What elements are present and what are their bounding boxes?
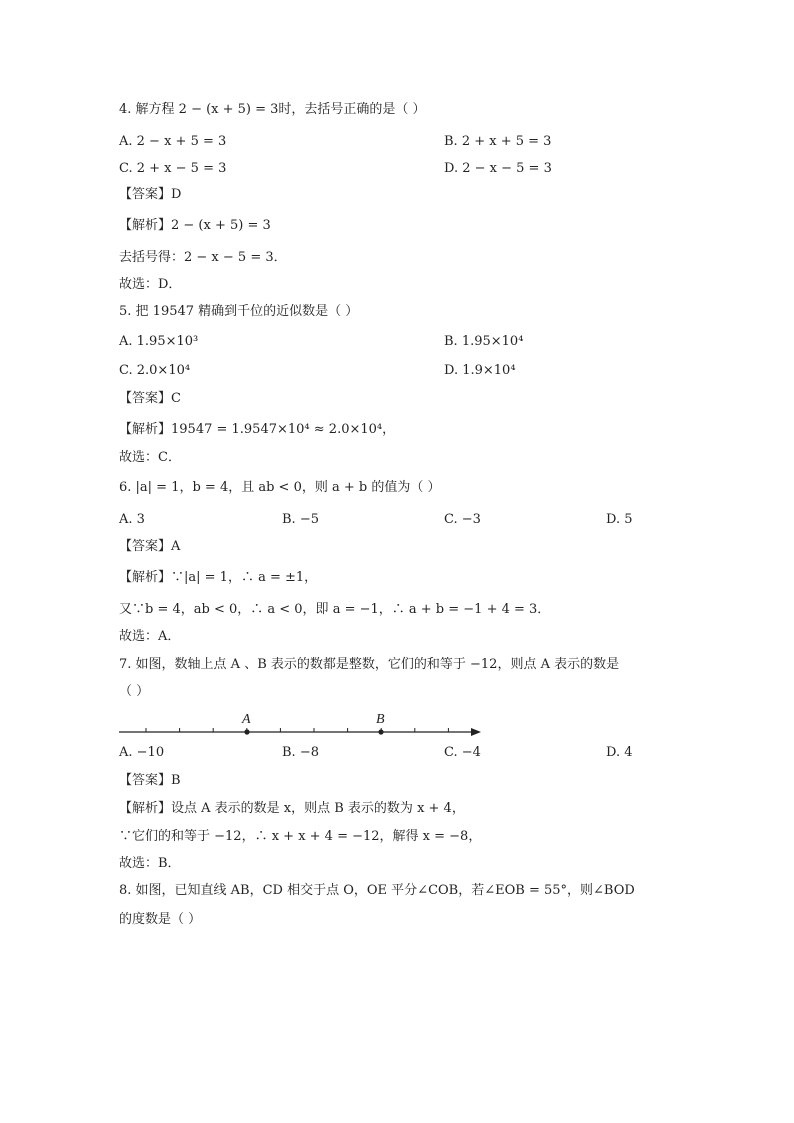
point-a-dot — [244, 729, 249, 734]
q7-stem: 7. 如图，数轴上点 A 、B 表示的数都是整数，它们的和等于 −12，则点 A 表示的数是 — [119, 657, 620, 672]
q7-conclusion: 故选：B． — [119, 856, 181, 871]
point-b-dot — [378, 729, 383, 734]
number-line-svg — [119, 708, 489, 748]
q6-option-a: A. 3 — [119, 512, 145, 527]
q5-option-b: B. 1.95×10⁴ — [444, 334, 524, 349]
q4-conclusion: 故选：D． — [119, 277, 182, 292]
q8-stem-cont: 的度数是（ ） — [119, 912, 202, 927]
q5-option-c: C. 2.0×10⁴ — [119, 363, 191, 378]
q7-option-a: A. −10 — [119, 745, 165, 760]
q4-answer: 【答案】D — [119, 187, 182, 202]
q7-option-b: B. −8 — [282, 745, 319, 760]
q6-analysis: 【解析】∵|a| = 1，∴ a = ±1， — [119, 570, 318, 585]
q4-option-c: C. 2 + x − 5 = 3 — [119, 161, 227, 176]
q4-analysis: 【解析】2 − (x + 5) = 3 — [119, 218, 271, 233]
q7-analysis: 【解析】设点 A 表示的数是 x，则点 B 表示的数为 x + 4， — [119, 801, 465, 816]
q5-conclusion: 故选：C． — [119, 450, 181, 465]
point-b-label: B — [376, 712, 385, 727]
q5-option-d: D. 1.9×10⁴ — [444, 363, 516, 378]
q6-answer: 【答案】A — [119, 539, 181, 554]
q7-option-d: D. 4 — [606, 745, 633, 760]
q7-answer: 【答案】B — [119, 773, 181, 788]
q6-option-d: D. 5 — [606, 512, 633, 527]
point-a-label: A — [242, 712, 251, 727]
q4-step: 去括号得：2 − x − 5 = 3． — [119, 250, 287, 265]
q5-analysis: 【解析】19547 = 1.9547×10⁴ ≈ 2.0×10⁴， — [119, 422, 396, 437]
number-line-figure — [119, 708, 489, 748]
q7-stem-cont: （ ） — [119, 684, 150, 699]
q4-option-d: D. 2 − x − 5 = 3 — [444, 161, 552, 176]
q6-option-b: B. −5 — [282, 512, 319, 527]
q6-option-c: C. −3 — [444, 512, 481, 527]
q7-option-c: C. −4 — [444, 745, 481, 760]
q8-stem: 8. 如图，已知直线 AB，CD 相交于点 O，OE 平分∠COB，若∠EOB = 55°，则∠BOD — [119, 883, 635, 898]
q5-answer: 【答案】C — [119, 391, 181, 406]
q4-stem: 4. 解方程 2 − (x + 5) = 3时，去括号正确的是（ ） — [119, 102, 426, 117]
q5-option-a: A. 1.95×10³ — [119, 334, 199, 349]
q6-stem: 6. |a| = 1，b = 4，且 ab < 0，则 a + b 的值为（ ） — [119, 480, 441, 495]
q6-step: 又∵b = 4，ab < 0，∴ a < 0，即 a = −1，∴ a + b = −1 + 4 = 3． — [119, 602, 551, 617]
q5-stem: 5. 把 19547 精确到千位的近似数是（ ） — [119, 304, 359, 319]
q4-option-a: A. 2 − x + 5 = 3 — [119, 134, 227, 149]
number-line-arrow — [471, 728, 481, 736]
q7-step: ∵它们的和等于 −12，∴ x + x + 4 = −12，解得 x = −8， — [119, 829, 482, 844]
q4-option-b: B. 2 + x + 5 = 3 — [444, 134, 552, 149]
q6-conclusion: 故选：A． — [119, 629, 181, 644]
